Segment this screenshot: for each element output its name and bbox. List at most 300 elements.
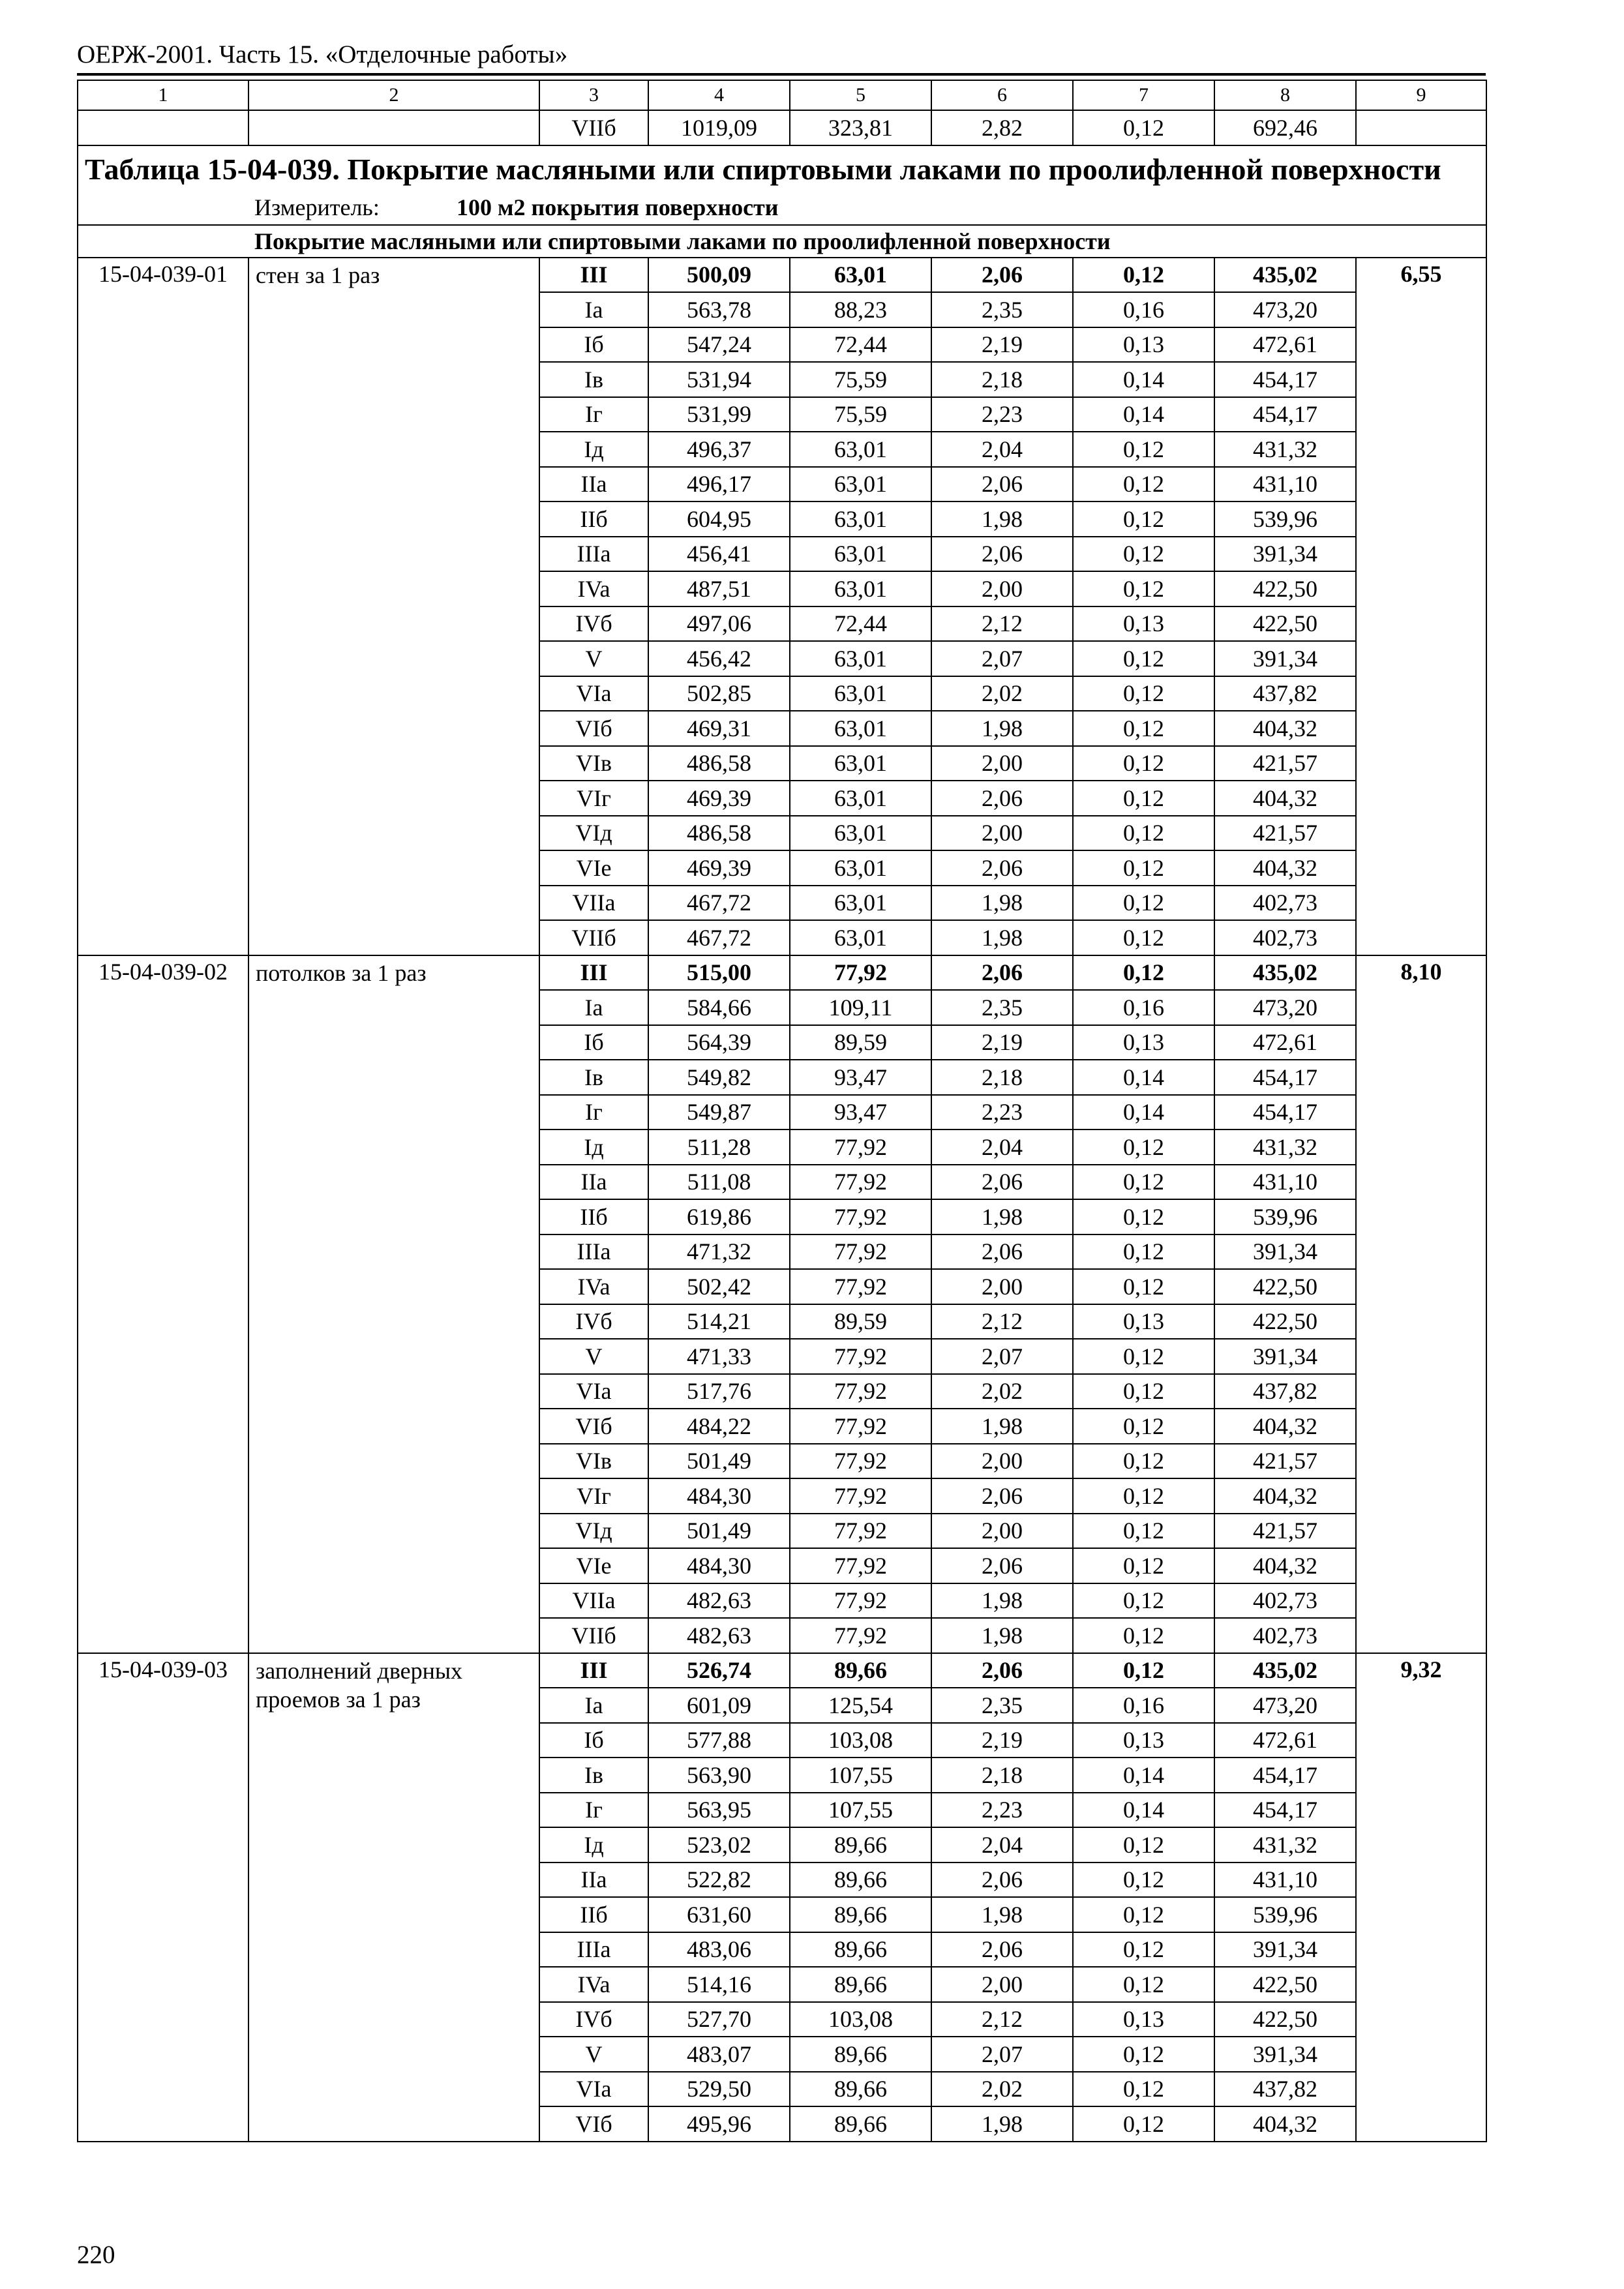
value-cell: 77,92 (790, 1130, 931, 1165)
value-cell: 0,12 (1073, 711, 1214, 746)
zone-cell: Ia (539, 990, 648, 1025)
value-cell: 0,12 (1073, 1618, 1214, 1653)
zone-cell: Iг (539, 1793, 648, 1828)
value-cell: 404,32 (1214, 711, 1356, 746)
value-cell: 0,12 (1073, 1234, 1214, 1270)
zone-cell: IIIa (539, 1234, 648, 1270)
value-cell: 2,06 (931, 850, 1073, 886)
value-cell: 391,34 (1214, 1234, 1356, 1270)
value-cell: 564,39 (648, 1025, 790, 1060)
carry-over-row (78, 110, 1486, 145)
value-cell: 63,01 (790, 676, 931, 711)
value-cell: 63,01 (790, 816, 931, 851)
column-numbers-row (78, 80, 1486, 110)
value-cell: 531,94 (648, 362, 790, 397)
value-cell: 2,06 (931, 1165, 1073, 1200)
zone-cell: VIa (539, 1374, 648, 1409)
value-cell: 0,12 (1073, 816, 1214, 851)
value-cell: 2,18 (931, 1060, 1073, 1095)
zone-cell: IIIa (539, 537, 648, 572)
zone-cell: VIa (539, 676, 648, 711)
zone-cell: Iд (539, 432, 648, 467)
value-cell: 2,06 (931, 1478, 1073, 1514)
value-cell: 471,33 (648, 1339, 790, 1374)
value-cell: 563,95 (648, 1793, 790, 1828)
value-cell: 391,34 (1214, 1932, 1356, 1967)
value-cell: 482,63 (648, 1583, 790, 1619)
value-cell: 2,19 (931, 1723, 1073, 1758)
value-cell: 531,99 (648, 397, 790, 432)
value-cell: 2,12 (931, 2002, 1073, 2037)
value-cell: 63,01 (790, 467, 931, 502)
value-cell: 422,50 (1214, 571, 1356, 606)
value-cell: 2,12 (931, 606, 1073, 642)
item-name: заполнений дверных проемов за 1 раз (248, 1653, 539, 2142)
value-cell: 2,00 (931, 571, 1073, 606)
header-rule (77, 73, 1486, 76)
value-cell: 77,92 (790, 1165, 931, 1200)
value-cell: 539,96 (1214, 1897, 1356, 1932)
value-cell: 89,66 (790, 1827, 931, 1863)
value-cell: 77,92 (790, 1269, 931, 1304)
value-cell: 63,01 (790, 641, 931, 676)
value-cell: 77,92 (790, 955, 931, 991)
zone-cell: V (539, 1339, 648, 1374)
value-cell: 0,12 (1073, 1548, 1214, 1583)
value-cell: 1,98 (931, 1409, 1073, 1444)
value-cell: 692,46 (1214, 110, 1356, 145)
value-cell: 0,12 (1073, 676, 1214, 711)
value-cell: 93,47 (790, 1060, 931, 1095)
value-cell: 77,92 (790, 1234, 931, 1270)
value-cell: 456,42 (648, 641, 790, 676)
value-cell: 0,13 (1073, 1723, 1214, 1758)
value-cell: 472,61 (1214, 327, 1356, 363)
value-cell: 107,55 (790, 1758, 931, 1793)
value-cell: 63,01 (790, 850, 931, 886)
item-rate: 9,32 (1356, 1653, 1486, 2142)
value-cell: 75,59 (790, 397, 931, 432)
value-cell: 2,18 (931, 362, 1073, 397)
value-cell: 619,86 (648, 1199, 790, 1234)
value-cell: 402,73 (1214, 920, 1356, 955)
value-cell: 549,87 (648, 1095, 790, 1130)
zone-cell: VIд (539, 1514, 648, 1549)
item-name: потолков за 1 раз (248, 955, 539, 1653)
value-cell: 93,47 (790, 1095, 931, 1130)
value-cell: 0,12 (1073, 1967, 1214, 2002)
column-number: 1 (78, 80, 248, 110)
value-cell: 1,98 (931, 886, 1073, 921)
zone-cell: IIб (539, 501, 648, 537)
value-cell: 526,74 (648, 1653, 790, 1688)
value-cell: 0,12 (1073, 955, 1214, 991)
value-cell: 539,96 (1214, 501, 1356, 537)
value-cell: 77,92 (790, 1409, 931, 1444)
zone-cell: VIIб (539, 920, 648, 955)
value-cell: 2,19 (931, 327, 1073, 363)
value-cell: 391,34 (1214, 537, 1356, 572)
value-cell: 107,55 (790, 1793, 931, 1828)
value-cell: 467,72 (648, 920, 790, 955)
value-cell: 437,82 (1214, 2072, 1356, 2107)
value-cell: 72,44 (790, 606, 931, 642)
value-cell: 514,21 (648, 1304, 790, 1339)
value-cell: 454,17 (1214, 1793, 1356, 1828)
value-cell: 0,12 (1073, 781, 1214, 816)
value-cell: 0,12 (1073, 1514, 1214, 1549)
zone-cell: III (539, 955, 648, 991)
zone-cell: IVб (539, 606, 648, 642)
zone-cell: III (539, 1653, 648, 1688)
value-cell: 2,12 (931, 1304, 1073, 1339)
value-cell: 63,01 (790, 258, 931, 293)
measure-label: Измеритель: (254, 194, 380, 220)
value-cell: 77,92 (790, 1583, 931, 1619)
value-cell: 0,12 (1073, 2037, 1214, 2072)
value-cell: 515,00 (648, 955, 790, 991)
value-cell: 2,19 (931, 1025, 1073, 1060)
value-cell: 437,82 (1214, 1374, 1356, 1409)
value-cell: 529,50 (648, 2072, 790, 2107)
item-code: 15-04-039-01 (78, 258, 248, 955)
value-cell: 63,01 (790, 501, 931, 537)
value-cell: 77,92 (790, 1444, 931, 1479)
empty-cell (1356, 110, 1486, 145)
measure-value: 100 м2 покрытия поверхности (457, 194, 779, 220)
zone-cell: Iг (539, 397, 648, 432)
value-cell: 2,06 (931, 955, 1073, 991)
value-cell: 483,07 (648, 2037, 790, 2072)
value-cell: 2,23 (931, 1095, 1073, 1130)
value-cell: 63,01 (790, 537, 931, 572)
value-cell: 89,59 (790, 1304, 931, 1339)
value-cell: 0,13 (1073, 1304, 1214, 1339)
value-cell: 631,60 (648, 1897, 790, 1932)
value-cell: 2,04 (931, 1130, 1073, 1165)
value-cell: 2,06 (931, 1932, 1073, 1967)
value-cell: 469,39 (648, 850, 790, 886)
value-cell: 511,08 (648, 1165, 790, 1200)
value-cell: 2,18 (931, 1758, 1073, 1793)
zone-cell: VIIa (539, 1583, 648, 1619)
value-cell: 421,57 (1214, 816, 1356, 851)
measure-row (78, 190, 1486, 225)
value-cell: 404,32 (1214, 850, 1356, 886)
section-title: Покрытие масляными или спиртовыми лаками по проолифленной поверхности (78, 225, 1486, 258)
value-cell: 0,12 (1073, 746, 1214, 781)
value-cell: 77,92 (790, 1199, 931, 1234)
value-cell: 584,66 (648, 990, 790, 1025)
section-title-row (78, 225, 1486, 258)
value-cell: 0,12 (1073, 1827, 1214, 1863)
value-cell: 0,12 (1073, 1199, 1214, 1234)
zone-cell: Ia (539, 1688, 648, 1723)
zone-cell: Ia (539, 292, 648, 327)
value-cell: 471,32 (648, 1234, 790, 1270)
value-cell: 88,23 (790, 292, 931, 327)
table-body (78, 80, 1486, 2142)
value-cell: 467,72 (648, 886, 790, 921)
value-cell: 2,00 (931, 1269, 1073, 1304)
value-cell: 1,98 (931, 920, 1073, 955)
value-cell: 2,00 (931, 1444, 1073, 1479)
value-cell: 473,20 (1214, 292, 1356, 327)
zone-cell: VIe (539, 850, 648, 886)
value-cell: 1,98 (931, 2106, 1073, 2142)
zone-cell: VIe (539, 1548, 648, 1583)
value-cell: 0,12 (1073, 1130, 1214, 1165)
column-number: 4 (648, 80, 790, 110)
zone-cell: IIa (539, 1863, 648, 1898)
value-cell: 2,07 (931, 641, 1073, 676)
value-cell: 0,12 (1073, 537, 1214, 572)
value-cell: 454,17 (1214, 362, 1356, 397)
value-cell: 456,41 (648, 537, 790, 572)
value-cell: 0,12 (1073, 1409, 1214, 1444)
value-cell: 563,78 (648, 292, 790, 327)
value-cell: 0,13 (1073, 606, 1214, 642)
value-cell: 0,13 (1073, 327, 1214, 363)
value-cell: 482,63 (648, 1618, 790, 1653)
rates-table (77, 80, 1487, 2142)
value-cell: 431,32 (1214, 1130, 1356, 1165)
value-cell: 89,66 (790, 1932, 931, 1967)
value-cell: 2,35 (931, 990, 1073, 1025)
value-cell: 454,17 (1214, 1060, 1356, 1095)
value-cell: 469,31 (648, 711, 790, 746)
value-cell: 563,90 (648, 1758, 790, 1793)
zone-cell: VIб (539, 711, 648, 746)
zone-cell: VIIб (539, 110, 648, 145)
value-cell: 421,57 (1214, 1514, 1356, 1549)
value-cell: 0,14 (1073, 1060, 1214, 1095)
value-cell: 2,07 (931, 1339, 1073, 1374)
value-cell: 502,85 (648, 676, 790, 711)
measure-cell (78, 190, 1486, 225)
value-cell: 89,66 (790, 1967, 931, 2002)
zone-cell: VIб (539, 1409, 648, 1444)
value-cell: 0,12 (1073, 501, 1214, 537)
value-cell: 2,23 (931, 1793, 1073, 1828)
value-cell: 0,12 (1073, 1444, 1214, 1479)
value-cell: 435,02 (1214, 955, 1356, 991)
value-cell: 0,12 (1073, 1653, 1214, 1688)
value-cell: 454,17 (1214, 397, 1356, 432)
value-cell: 0,16 (1073, 292, 1214, 327)
value-cell: 77,92 (790, 1618, 931, 1653)
value-cell: 486,58 (648, 746, 790, 781)
value-cell: 125,54 (790, 1688, 931, 1723)
value-cell: 2,00 (931, 816, 1073, 851)
value-cell: 0,12 (1073, 1932, 1214, 1967)
value-cell: 549,82 (648, 1060, 790, 1095)
value-cell: 421,57 (1214, 746, 1356, 781)
value-cell: 0,13 (1073, 2002, 1214, 2037)
value-cell: 487,51 (648, 571, 790, 606)
value-cell: 404,32 (1214, 1478, 1356, 1514)
zone-cell: IVб (539, 2002, 648, 2037)
value-cell: 404,32 (1214, 2106, 1356, 2142)
value-cell: 0,12 (1073, 1897, 1214, 1932)
value-cell: 577,88 (648, 1723, 790, 1758)
value-cell: 2,04 (931, 432, 1073, 467)
value-cell: 0,12 (1073, 1269, 1214, 1304)
value-cell: 2,06 (931, 258, 1073, 293)
value-cell: 89,66 (790, 1863, 931, 1898)
value-cell: 89,66 (790, 2037, 931, 2072)
empty-cell (248, 110, 539, 145)
value-cell: 0,12 (1073, 2106, 1214, 2142)
value-cell: 437,82 (1214, 676, 1356, 711)
value-cell: 469,39 (648, 781, 790, 816)
value-cell: 404,32 (1214, 1409, 1356, 1444)
zone-cell: V (539, 641, 648, 676)
value-cell: 421,57 (1214, 1444, 1356, 1479)
value-cell: 500,09 (648, 258, 790, 293)
value-cell: 89,66 (790, 2106, 931, 2142)
value-cell: 435,02 (1214, 1653, 1356, 1688)
zone-cell: Iб (539, 1025, 648, 1060)
value-cell: 402,73 (1214, 1618, 1356, 1653)
value-cell: 1,98 (931, 1897, 1073, 1932)
zone-cell: IIa (539, 1165, 648, 1200)
table-row (78, 258, 1486, 293)
value-cell: 0,12 (1073, 641, 1214, 676)
value-cell: 431,32 (1214, 432, 1356, 467)
item-code: 15-04-039-02 (78, 955, 248, 1653)
value-cell: 1,98 (931, 1618, 1073, 1653)
zone-cell: Iв (539, 362, 648, 397)
value-cell: 63,01 (790, 571, 931, 606)
value-cell: 2,06 (931, 781, 1073, 816)
column-number: 7 (1073, 80, 1214, 110)
value-cell: 2,82 (931, 110, 1073, 145)
value-cell: 601,09 (648, 1688, 790, 1723)
value-cell: 2,02 (931, 1374, 1073, 1409)
column-number: 9 (1356, 80, 1486, 110)
value-cell: 2,02 (931, 676, 1073, 711)
page-number: 220 (77, 2241, 115, 2269)
value-cell: 103,08 (790, 1723, 931, 1758)
value-cell: 604,95 (648, 501, 790, 537)
value-cell: 1019,09 (648, 110, 790, 145)
zone-cell: VIд (539, 816, 648, 851)
value-cell: 0,12 (1073, 2072, 1214, 2107)
value-cell: 547,24 (648, 327, 790, 363)
value-cell: 473,20 (1214, 990, 1356, 1025)
column-number: 8 (1214, 80, 1356, 110)
value-cell: 454,17 (1214, 1758, 1356, 1793)
value-cell: 501,49 (648, 1514, 790, 1549)
value-cell: 431,32 (1214, 1827, 1356, 1863)
value-cell: 431,10 (1214, 467, 1356, 502)
zone-cell: VIIб (539, 1618, 648, 1653)
zone-cell: VIIa (539, 886, 648, 921)
value-cell: 0,14 (1073, 1793, 1214, 1828)
zone-cell: Iб (539, 1723, 648, 1758)
value-cell: 2,06 (931, 1234, 1073, 1270)
value-cell: 484,22 (648, 1409, 790, 1444)
value-cell: 2,02 (931, 2072, 1073, 2107)
value-cell: 0,16 (1073, 990, 1214, 1025)
value-cell: 402,73 (1214, 886, 1356, 921)
zone-cell: IVa (539, 571, 648, 606)
column-number: 2 (248, 80, 539, 110)
zone-cell: Iв (539, 1060, 648, 1095)
value-cell: 2,06 (931, 537, 1073, 572)
value-cell: 0,12 (1073, 1583, 1214, 1619)
value-cell: 0,12 (1073, 1165, 1214, 1200)
value-cell: 483,06 (648, 1932, 790, 1967)
value-cell: 522,82 (648, 1863, 790, 1898)
item-code: 15-04-039-03 (78, 1653, 248, 2142)
zone-cell: VIг (539, 1478, 648, 1514)
zone-cell: Iв (539, 1758, 648, 1793)
value-cell: 0,12 (1073, 850, 1214, 886)
value-cell: 77,92 (790, 1548, 931, 1583)
zone-cell: VIг (539, 781, 648, 816)
value-cell: 517,76 (648, 1374, 790, 1409)
value-cell: 89,66 (790, 2072, 931, 2107)
value-cell: 422,50 (1214, 1304, 1356, 1339)
value-cell: 77,92 (790, 1514, 931, 1549)
value-cell: 2,06 (931, 1863, 1073, 1898)
zone-cell: VIб (539, 2106, 648, 2142)
value-cell: 484,30 (648, 1478, 790, 1514)
zone-cell: IIб (539, 1199, 648, 1234)
zone-cell: VIв (539, 746, 648, 781)
value-cell: 63,01 (790, 711, 931, 746)
value-cell: 109,11 (790, 990, 931, 1025)
value-cell: 431,10 (1214, 1165, 1356, 1200)
value-cell: 0,14 (1073, 1095, 1214, 1130)
value-cell: 0,12 (1073, 467, 1214, 502)
value-cell: 89,66 (790, 1897, 931, 1932)
page-header: ОЕРЖ-2001. Часть 15. «Отделочные работы» (77, 40, 568, 68)
value-cell: 422,50 (1214, 1967, 1356, 2002)
zone-cell: IIa (539, 467, 648, 502)
value-cell: 77,92 (790, 1374, 931, 1409)
value-cell: 2,35 (931, 292, 1073, 327)
value-cell: 63,01 (790, 781, 931, 816)
value-cell: 527,70 (648, 2002, 790, 2037)
value-cell: 2,06 (931, 467, 1073, 502)
value-cell: 0,14 (1073, 362, 1214, 397)
value-cell: 523,02 (648, 1827, 790, 1863)
zone-cell: IVб (539, 1304, 648, 1339)
value-cell: 404,32 (1214, 1548, 1356, 1583)
value-cell: 2,04 (931, 1827, 1073, 1863)
value-cell: 0,12 (1073, 1478, 1214, 1514)
value-cell: 0,12 (1073, 110, 1214, 145)
value-cell: 511,28 (648, 1130, 790, 1165)
value-cell: 103,08 (790, 2002, 931, 2037)
value-cell: 0,14 (1073, 1758, 1214, 1793)
table-title-row (78, 145, 1486, 190)
value-cell: 2,00 (931, 746, 1073, 781)
zone-cell: IIб (539, 1897, 648, 1932)
value-cell: 402,73 (1214, 1583, 1356, 1619)
value-cell: 0,12 (1073, 571, 1214, 606)
value-cell: 1,98 (931, 1583, 1073, 1619)
value-cell: 1,98 (931, 1199, 1073, 1234)
value-cell: 1,98 (931, 711, 1073, 746)
value-cell: 472,61 (1214, 1025, 1356, 1060)
value-cell: 391,34 (1214, 1339, 1356, 1374)
zone-cell: V (539, 2037, 648, 2072)
value-cell: 75,59 (790, 362, 931, 397)
